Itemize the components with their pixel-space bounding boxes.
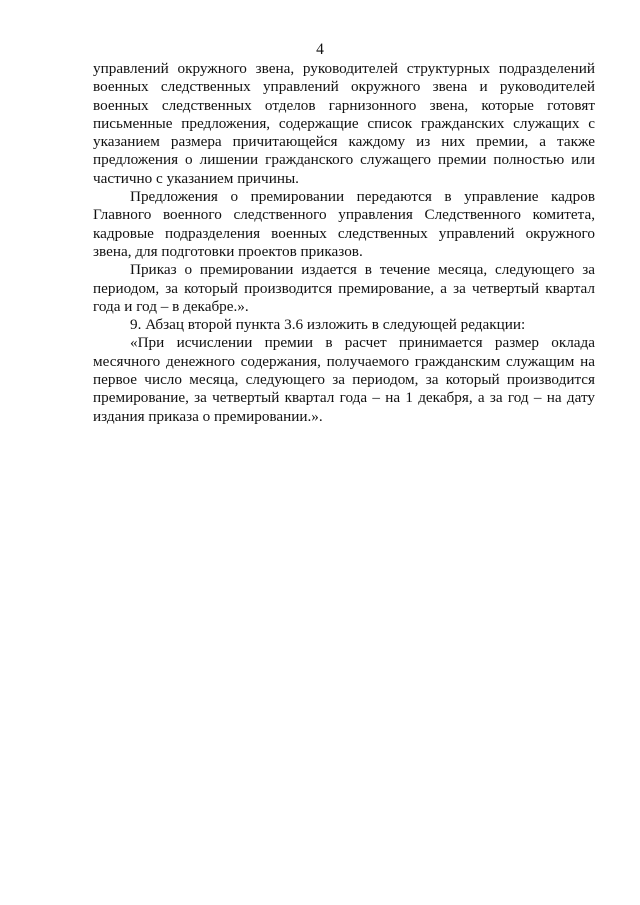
- paragraph-bonus-order: Приказ о премировании издается в течение месяца, следующего за периодом, за который производится премирование, а за четвертый квартал года и год – в декабре.».: [93, 261, 595, 315]
- document-body: [93, 60, 595, 426]
- paragraph-continuation: управлений окружного звена, руководителей структурных подразделений военных следственных управлений окружного звена и руководителей военных следственных отделов гарнизонного звена, которые готовят письменные предложения, содержащие список гражданских служащих с указанием размера причитающейся каждому из них премии, а также предложения о лишении гражданского служащего премии полностью или частично с указанием причины.: [93, 60, 595, 187]
- paragraph-bonus-calculation: «При исчислении премии в расчет принимается размер оклада месячного денежного содержания, получаемого гражданским служащим на первое число месяца, следующего за периодом, за который производится премирование, за четвертый квартал года – на 1 декабря, а за год – на дату издания приказа о премировании.».: [93, 334, 595, 425]
- paragraph-amendment-item-9: 9. Абзац второй пункта 3.6 изложить в следующей редакции:: [130, 316, 526, 334]
- paragraph-bonus-proposals: Предложения о премировании передаются в управление кадров Главного военного следственного управления Следственного комитета, кадровые подразделения военных следственных управлений окружного звена, для подготовки проектов приказов.: [93, 188, 595, 260]
- page-number: 4: [316, 41, 324, 58]
